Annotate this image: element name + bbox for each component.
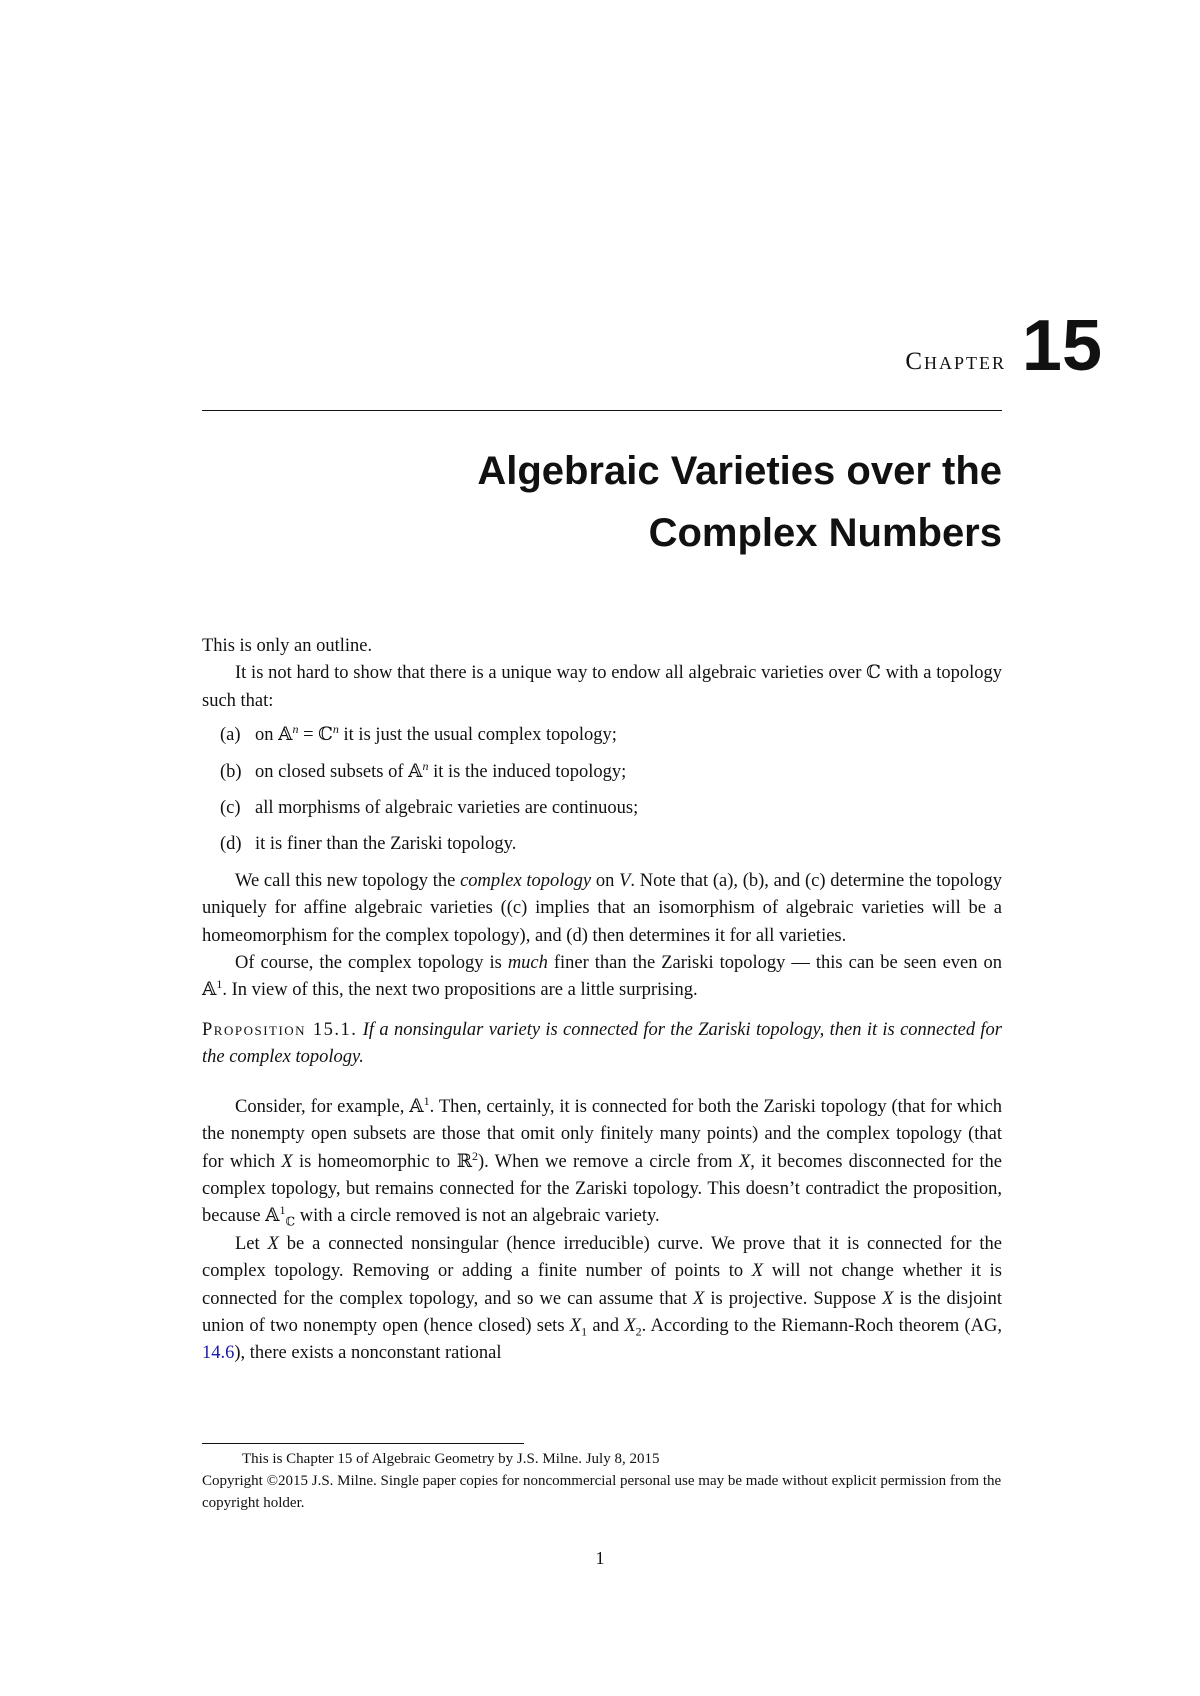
paragraph-complex-topology: We call this new topology the complex topology on V. Note that (a), (b), and (c) determine the topology uniquely for affine algebraic varieties ((c) implies that an isomorphism of algebraic varieties will be a homeomorphism for the complex topology), and (d) then determines it for all varieties. [202, 870, 1003, 946]
property-list [202, 722, 1002, 859]
chapter-title [202, 440, 1002, 564]
chapter-heading [202, 306, 1102, 390]
proposition-label: Proposition 15.1. [202, 1019, 358, 1040]
list-item: (b) on closed subsets of 𝔸$^n$ it is the induced topology; [220, 758, 627, 782]
footnote [202, 1448, 1002, 1514]
footnote-line-1: This is Chapter 15 of Algebraic Geometry by J.S. Milne. July 8, 2015 [242, 1451, 660, 1467]
paragraph-consider: Consider, for example, 𝔸$^1$. Then, certainly, it is connected for both the Zariski topology (that for which the nonempty open subsets are those that omit only finitely many points) and the complex topology (that for which X is homeomorphic to ℝ$^2$). When we remove a circle from X, it becomes disconnected for the complex topology, but remains connected for the Zariski topology. This doesn’t contradict the proposition, because 𝔸$^1_ℂ$ with a circle removed is not an algebraic variety. [202, 1093, 1002, 1229]
list-item: (d) it is finer than the Zariski topology. [220, 834, 517, 855]
chapter-title-line-1: Algebraic Varieties over the [477, 449, 1002, 493]
list-item: (a) on 𝔸$^n$ = ℂ$^n$ it is just the usual complex topology; [220, 722, 617, 746]
list-item: (c) all morphisms of algebraic varieties are continuous; [220, 798, 639, 819]
chapter-title-line-2: Complex Numbers [648, 511, 1002, 555]
proposition-statement: If a nonsingular variety is connected for the Zariski topology, then it is connected for the complex topology. [202, 1019, 1002, 1068]
footnote-copyright: Copyright ©2015 J.S. Milne. Single paper copies for noncommercial personal use may be made without explicit permission from the copyright holder. [202, 1473, 1002, 1511]
footnote-rule [202, 1443, 524, 1444]
chapter-label: Chapter [905, 348, 1006, 375]
page-number: 1 [595, 1548, 605, 1568]
proposition-15-1 [202, 1017, 1002, 1072]
paragraph-let-x: Let X be a connected nonsingular (hence irreducible) curve. We prove that it is connected for the complex topology. Removing or adding a finite number of points to X will not change whether it is connected for the complex topology, and so we can assume that X is projective. Suppose X is the disjoint union of two nonempty open (hence closed) sets $X_1$ and $X_2$. According to the Riemann-Roch theorem (AG, 14.6), there exists a nonconstant rational [202, 1233, 1002, 1364]
intro-paragraph-2: It is not hard to show that there is a unique way to endow all algebraic varieties over ℂ with a topology such that: [202, 663, 1002, 711]
paragraph-of-course: Of course, the complex topology is much finer than the Zariski topology — this can be seen even on 𝔸$^1$. In view of this, the next two propositions are a little surprising. [202, 953, 1002, 1001]
reference-link-14-6[interactable]: 14.6 [202, 1343, 235, 1364]
heading-rule [202, 410, 1002, 411]
body-text [202, 633, 1002, 1368]
intro-paragraph-1: This is only an outline. [202, 636, 373, 656]
chapter-number: 15 [1021, 306, 1102, 386]
